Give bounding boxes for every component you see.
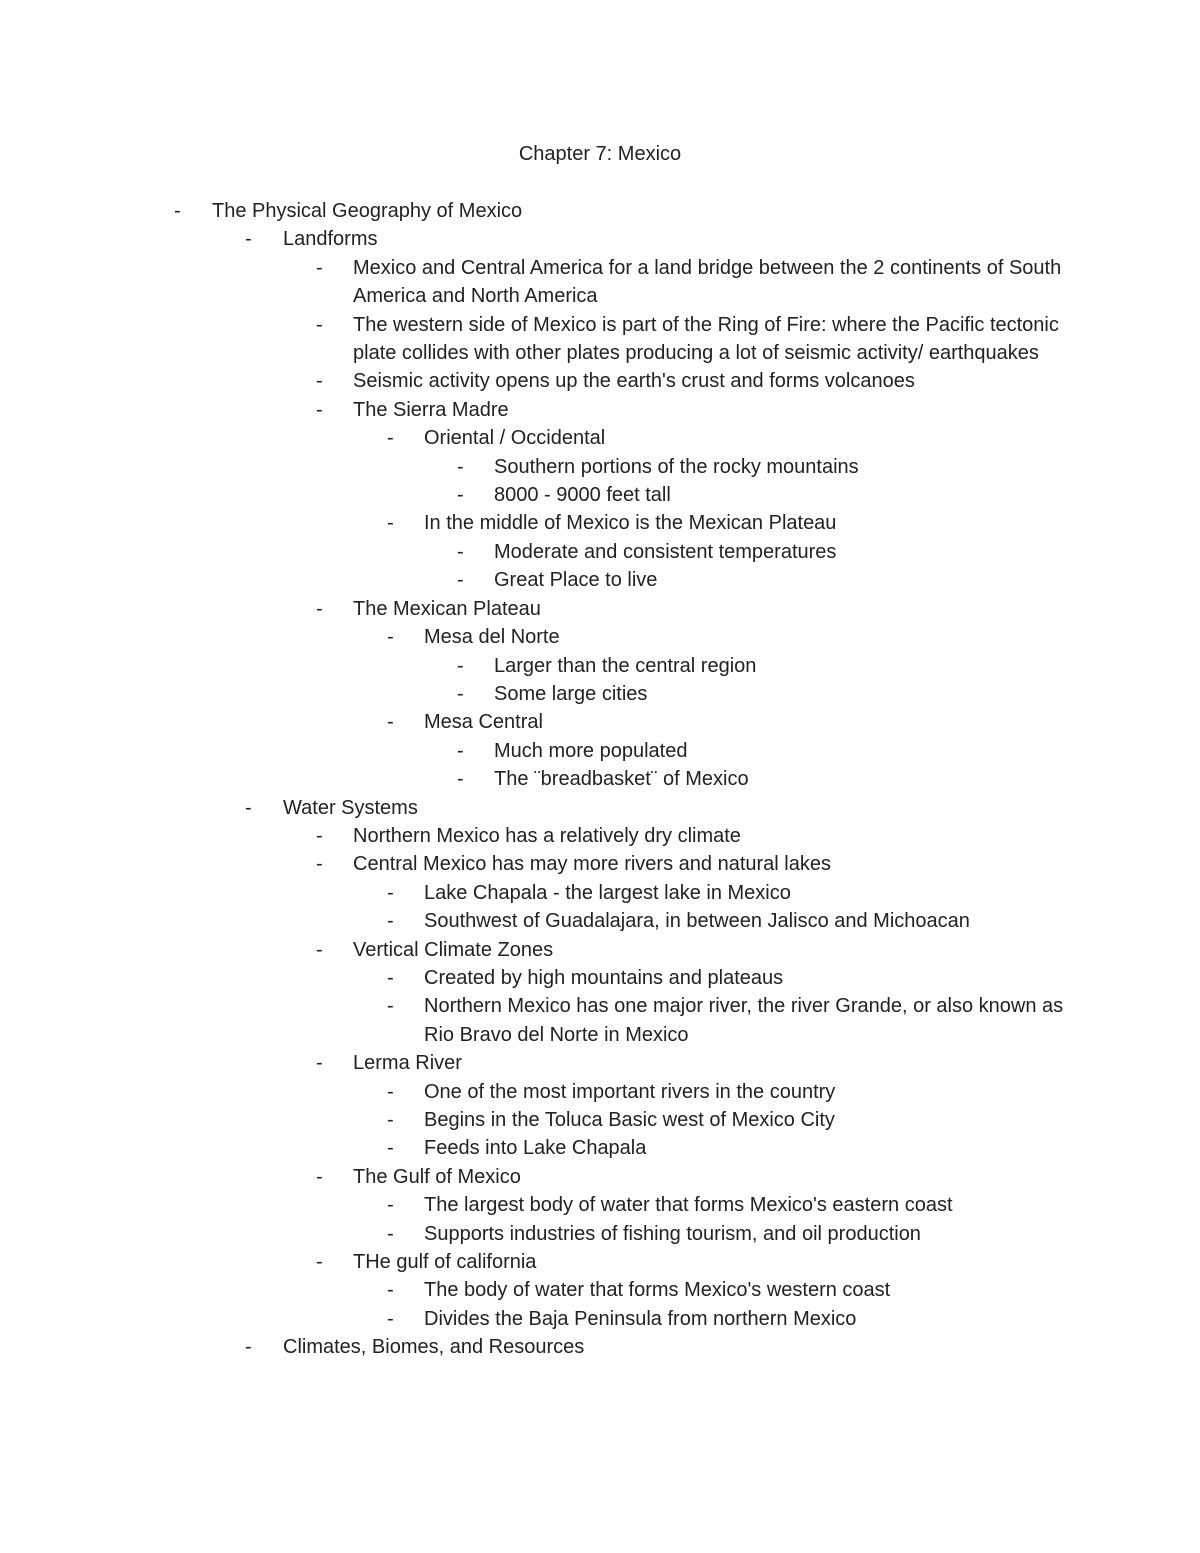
bullet-dash: - (316, 370, 323, 393)
bullet-dash: - (387, 626, 394, 649)
outline-item-text: Water Systems (283, 796, 418, 819)
outline-item-text: The ¨breadbasket¨ of Mexico (494, 768, 749, 791)
outline-item-text: Northern Mexico has one major river, the river Grande, or also known as Rio Bravo del Norte in Mexico (424, 995, 1064, 1046)
bullet-dash: - (316, 597, 323, 620)
outline-item (0, 652, 1200, 680)
outline-item (0, 1305, 1200, 1333)
outline-item-text: Feeds into Lake Chapala (424, 1137, 647, 1160)
bullet-dash: - (316, 1052, 323, 1075)
outline-item-text: Great Place to live (494, 569, 658, 592)
bullet-dash: - (316, 1251, 323, 1274)
bullet-dash: - (457, 455, 464, 478)
bullet-dash: - (387, 711, 394, 734)
bullet-dash: - (316, 1165, 323, 1188)
outline-item-text: THe gulf of california (353, 1251, 537, 1274)
outline-item (0, 964, 1200, 992)
outline-item (0, 708, 1200, 736)
outline-item (0, 1248, 1200, 1276)
outline-item (0, 822, 1200, 850)
outline-item-text: Climates, Biomes, and Resources (283, 1336, 585, 1359)
bullet-dash: - (457, 739, 464, 762)
outline-item-text: 8000 - 9000 feet tall (494, 484, 671, 507)
bullet-dash: - (387, 427, 394, 450)
outline-item (0, 623, 1200, 651)
outline-item (0, 765, 1200, 793)
outline-item-text: Lerma River (353, 1052, 462, 1075)
outline-item (0, 1106, 1200, 1134)
outline-item-text: In the middle of Mexico is the Mexican Plateau (424, 512, 837, 535)
bullet-dash: - (387, 881, 394, 904)
outline-item (0, 992, 1200, 1049)
bullet-dash: - (387, 995, 394, 1018)
bullet-dash: - (457, 654, 464, 677)
outline-item (0, 794, 1200, 822)
bullet-dash: - (387, 910, 394, 933)
outline-item-text: Central Mexico has may more rivers and natural lakes (353, 853, 831, 876)
bullet-dash: - (174, 200, 181, 222)
outline-item-text: Begins in the Toluca Basic west of Mexico City (424, 1109, 835, 1131)
outline-list (0, 197, 1200, 1362)
bullet-dash: - (457, 682, 464, 705)
bullet-dash: - (387, 1279, 394, 1302)
outline-item-text: Southwest of Guadalajara, in between Jalisco and Michoacan (424, 910, 970, 933)
bullet-dash: - (316, 256, 323, 279)
outline-item (0, 1078, 1200, 1106)
outline-item (0, 850, 1200, 878)
bullet-dash: - (245, 796, 252, 819)
outline-item (0, 197, 1200, 225)
outline-item-text: Oriental / Occidental (424, 427, 606, 450)
outline-item (0, 396, 1200, 424)
outline-item (0, 1049, 1200, 1077)
outline-item-text: Supports industries of fishing tourism, and oil production (424, 1222, 921, 1245)
outline-item-text: Northern Mexico has a relatively dry climate (353, 824, 741, 847)
bullet-dash: - (457, 540, 464, 563)
outline-item (0, 879, 1200, 907)
bullet-dash: - (387, 1307, 394, 1330)
outline-item-text: Larger than the central region (494, 654, 757, 677)
outline-item (0, 225, 1200, 253)
outline-item-text: Mesa Central (424, 711, 543, 734)
outline-item-text: Landforms (283, 228, 378, 251)
outline-item-text: Vertical Climate Zones (353, 938, 554, 961)
outline-item-text: Some large cities (494, 682, 648, 705)
outline-item-text: Created by high mountains and plateaus (424, 966, 784, 989)
outline-item-text: The Sierra Madre (353, 398, 509, 421)
outline-item (0, 453, 1200, 481)
outline-item (0, 1191, 1200, 1219)
outline-item (0, 538, 1200, 566)
bullet-dash: - (387, 1194, 394, 1217)
outline-item-text: The largest body of water that forms Mexico's eastern coast (424, 1194, 953, 1217)
bullet-dash: - (387, 1137, 394, 1160)
bullet-dash: - (245, 1336, 252, 1359)
outline-item-text: Divides the Baja Peninsula from northern Mexico (424, 1307, 857, 1330)
outline-item (0, 311, 1200, 368)
bullet-dash: - (387, 966, 394, 989)
outline-item-text: Seismic activity opens up the earth's crust and forms volcanoes (353, 370, 915, 393)
outline-item (0, 737, 1200, 765)
outline-item-text: Southern portions of the rocky mountains (494, 455, 859, 478)
bullet-dash: - (387, 1222, 394, 1245)
outline-item (0, 367, 1200, 395)
outline-item-text: The Physical Geography of Mexico (212, 200, 523, 222)
outline-item (0, 936, 1200, 964)
bullet-dash: - (316, 824, 323, 847)
outline-item-text: Much more populated (494, 739, 688, 762)
bullet-dash: - (316, 313, 323, 336)
outline-item (0, 907, 1200, 935)
bullet-dash: - (387, 512, 394, 535)
outline-item-text: Moderate and consistent temperatures (494, 540, 837, 563)
bullet-dash: - (316, 938, 323, 961)
outline-item (0, 254, 1200, 311)
bullet-dash: - (387, 1080, 394, 1103)
outline-item-text: The western side of Mexico is part of the Ring of Fire: where the Pacific tectonic plate collides with other plates producing a lot of seismic activity/ earthquakes (353, 313, 1059, 365)
outline-item (0, 1333, 1200, 1361)
outline-item (0, 680, 1200, 708)
outline-item-text: Lake Chapala - the largest lake in Mexico (424, 881, 791, 904)
outline-item-text: The body of water that forms Mexico's western coast (424, 1279, 891, 1302)
outline-item (0, 566, 1200, 594)
outline-item-text: Mexico and Central America for a land bridge between the 2 continents of South America and North America (353, 256, 1062, 308)
page-title: Chapter 7: Mexico (518, 143, 682, 165)
bullet-dash: - (457, 768, 464, 791)
outline-item (0, 1163, 1200, 1191)
bullet-dash: - (457, 484, 464, 507)
outline-item (0, 424, 1200, 452)
outline-item (0, 1220, 1200, 1248)
outline-item (0, 1134, 1200, 1162)
outline-item (0, 481, 1200, 509)
bullet-dash: - (316, 853, 323, 876)
outline-item-text: The Gulf of Mexico (353, 1165, 521, 1188)
outline-item-text: Mesa del Norte (424, 626, 560, 649)
bullet-dash: - (316, 398, 323, 421)
outline-item (0, 595, 1200, 623)
bullet-dash: - (457, 569, 464, 592)
outline-item (0, 509, 1200, 537)
outline-item (0, 1276, 1200, 1304)
outline-item-text: The Mexican Plateau (353, 597, 541, 620)
bullet-dash: - (387, 1109, 394, 1131)
bullet-dash: - (245, 228, 252, 251)
outline-item-text: One of the most important rivers in the country (424, 1080, 836, 1103)
